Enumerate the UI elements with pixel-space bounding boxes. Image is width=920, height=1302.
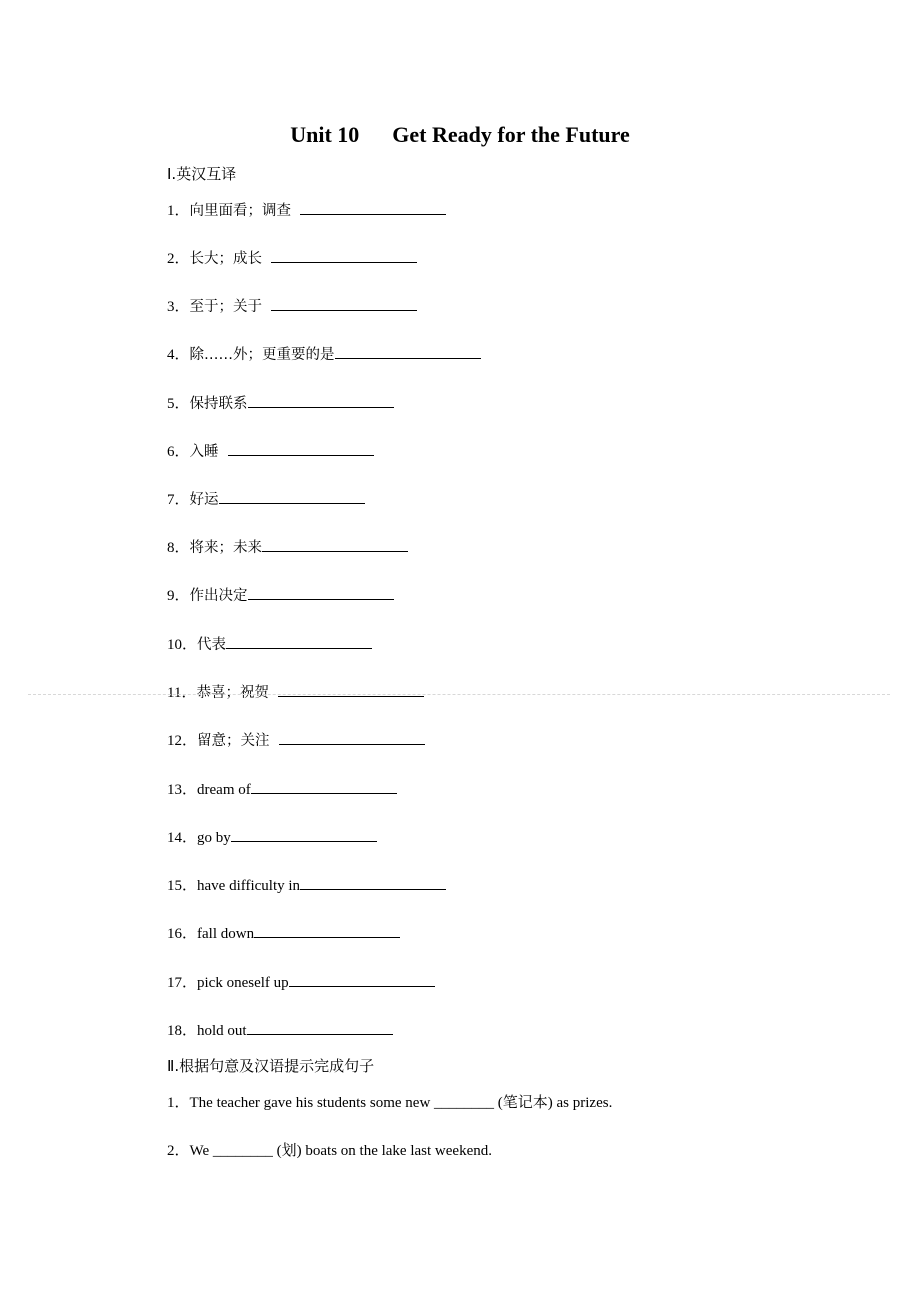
item-text: 入睡: [189, 444, 228, 460]
list-item: [167, 1141, 492, 1161]
item-number: 13．: [167, 782, 198, 798]
list-item: [167, 296, 417, 317]
item-text: 恭喜；祝贺: [196, 685, 279, 701]
item-number: 10．: [167, 637, 198, 653]
answer-blank[interactable]: [248, 393, 394, 408]
answer-blank[interactable]: [247, 1020, 393, 1035]
item-number: 1．: [167, 1095, 190, 1111]
page-title: Unit 10 Get Ready for the Future: [290, 122, 630, 147]
item-number: 2．: [167, 251, 190, 267]
item-text: 长大；成长: [189, 251, 272, 267]
item-number: 9．: [167, 588, 190, 604]
item-text: The teacher gave his students some new ________ (笔记本) as prizes.: [189, 1095, 613, 1111]
list-item: [167, 344, 481, 365]
item-number: 17．: [167, 975, 198, 991]
section-2-heading: Ⅱ.根据句意及汉语提示完成句子: [167, 1057, 375, 1075]
answer-blank[interactable]: [279, 730, 425, 745]
page-divider: [28, 694, 890, 695]
answer-blank[interactable]: [271, 296, 417, 311]
list-item: [167, 489, 365, 510]
answer-blank[interactable]: [271, 248, 417, 263]
list-item: [167, 200, 446, 221]
item-text: pick oneself up: [197, 975, 289, 991]
item-number: 12．: [167, 733, 198, 749]
answer-blank[interactable]: [231, 827, 377, 842]
item-text: We ________ (划) boats on the lake last weekend.: [189, 1143, 492, 1159]
item-text: 留意；关注: [197, 733, 279, 749]
list-item: [167, 393, 394, 414]
item-number: 5．: [167, 396, 190, 412]
list-item: [167, 923, 400, 944]
list-item: [167, 585, 394, 606]
answer-blank[interactable]: [219, 489, 365, 504]
list-item: [167, 827, 377, 848]
answer-blank[interactable]: [251, 779, 397, 794]
item-text: 除……外；更重要的是: [189, 347, 335, 363]
item-text: 代表: [197, 637, 227, 653]
item-number: 3．: [167, 299, 190, 315]
item-number: 2．: [167, 1143, 190, 1159]
item-number: 7．: [167, 492, 190, 508]
answer-blank[interactable]: [226, 634, 372, 649]
answer-blank[interactable]: [300, 200, 446, 215]
item-number: 1．: [167, 203, 190, 219]
item-number: 8．: [167, 540, 190, 556]
item-text: 将来；未来: [189, 540, 263, 556]
list-item: [167, 779, 397, 800]
list-item: [167, 730, 425, 751]
list-item: [167, 537, 408, 558]
list-item: [167, 1020, 393, 1041]
item-number: 4．: [167, 347, 190, 363]
list-item: [167, 972, 435, 993]
item-number: 6．: [167, 444, 190, 460]
answer-blank[interactable]: [254, 923, 400, 938]
section-1-heading: Ⅰ.英汉互译: [167, 165, 237, 183]
answer-blank[interactable]: [228, 441, 374, 456]
item-text: 至于；关于: [189, 299, 272, 315]
item-text: have difficulty in: [197, 878, 301, 894]
item-text: 保持联系: [189, 396, 248, 412]
item-text: go by: [197, 830, 231, 846]
item-number: 18．: [167, 1023, 198, 1039]
item-number: 14．: [167, 830, 198, 846]
answer-blank[interactable]: [289, 972, 435, 987]
list-item: [167, 634, 372, 655]
answer-blank[interactable]: [335, 344, 481, 359]
list-item: [167, 1093, 612, 1113]
list-item: [167, 441, 374, 462]
item-number: 16．: [167, 926, 198, 942]
item-text: hold out: [197, 1023, 247, 1039]
item-number: 11．: [167, 685, 197, 701]
answer-blank[interactable]: [300, 875, 446, 890]
item-text: fall down: [197, 926, 255, 942]
item-text: 作出决定: [189, 588, 248, 604]
list-item: [167, 875, 446, 896]
answer-blank[interactable]: [262, 537, 408, 552]
item-text: 好运: [189, 492, 219, 508]
list-item: [167, 248, 417, 269]
answer-blank[interactable]: [248, 585, 394, 600]
list-item: [167, 682, 424, 703]
item-number: 15．: [167, 878, 198, 894]
item-text: 向里面看；调查: [189, 203, 301, 219]
item-text: dream of: [197, 782, 251, 798]
